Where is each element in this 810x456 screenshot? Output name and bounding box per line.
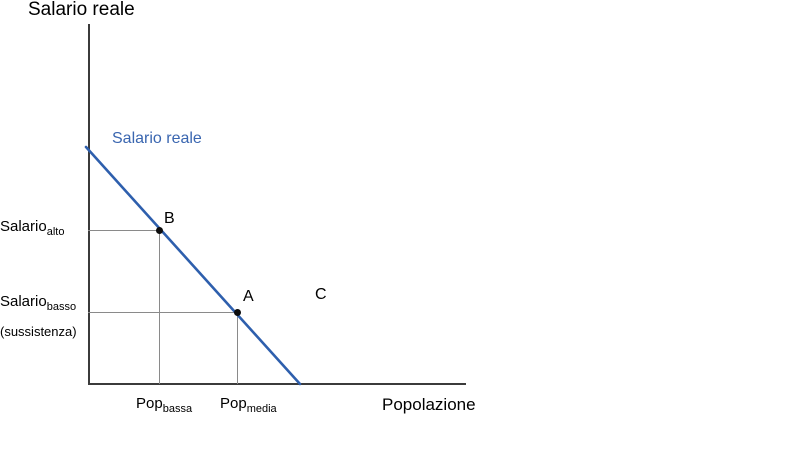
y-tick-salario-basso-main: Salario: [0, 293, 47, 310]
x-tick-pop-bassa-sub: bassa: [162, 403, 193, 415]
y-tick-salario-basso: [0, 294, 76, 311]
curve-series-label: Salario reale: [112, 130, 202, 147]
x-tick-pop-media-sub: media: [246, 403, 277, 415]
y-tick-salario-alto-main: Salario: [0, 218, 47, 235]
point-label-b: B: [164, 210, 175, 227]
chart-title: Salario reale: [28, 0, 135, 20]
x-tick-pop-bassa-main: Pop: [136, 395, 163, 412]
x-tick-pop-media: [220, 396, 277, 413]
x-tick-pop-bassa: [136, 396, 192, 413]
x-tick-pop-media-main: Pop: [220, 395, 247, 412]
y-tick-sussistenza-note: (sussistenza): [0, 324, 77, 339]
data-point-a: [234, 309, 241, 316]
data-point-b: [156, 227, 163, 234]
x-axis-title: Popolazione: [382, 395, 476, 414]
point-label-c: C: [315, 286, 327, 303]
y-tick-salario-basso-sub: basso: [46, 301, 77, 313]
y-tick-salario-alto: [0, 219, 64, 236]
point-label-a: A: [243, 288, 254, 305]
y-tick-salario-alto-sub: alto: [46, 226, 65, 238]
